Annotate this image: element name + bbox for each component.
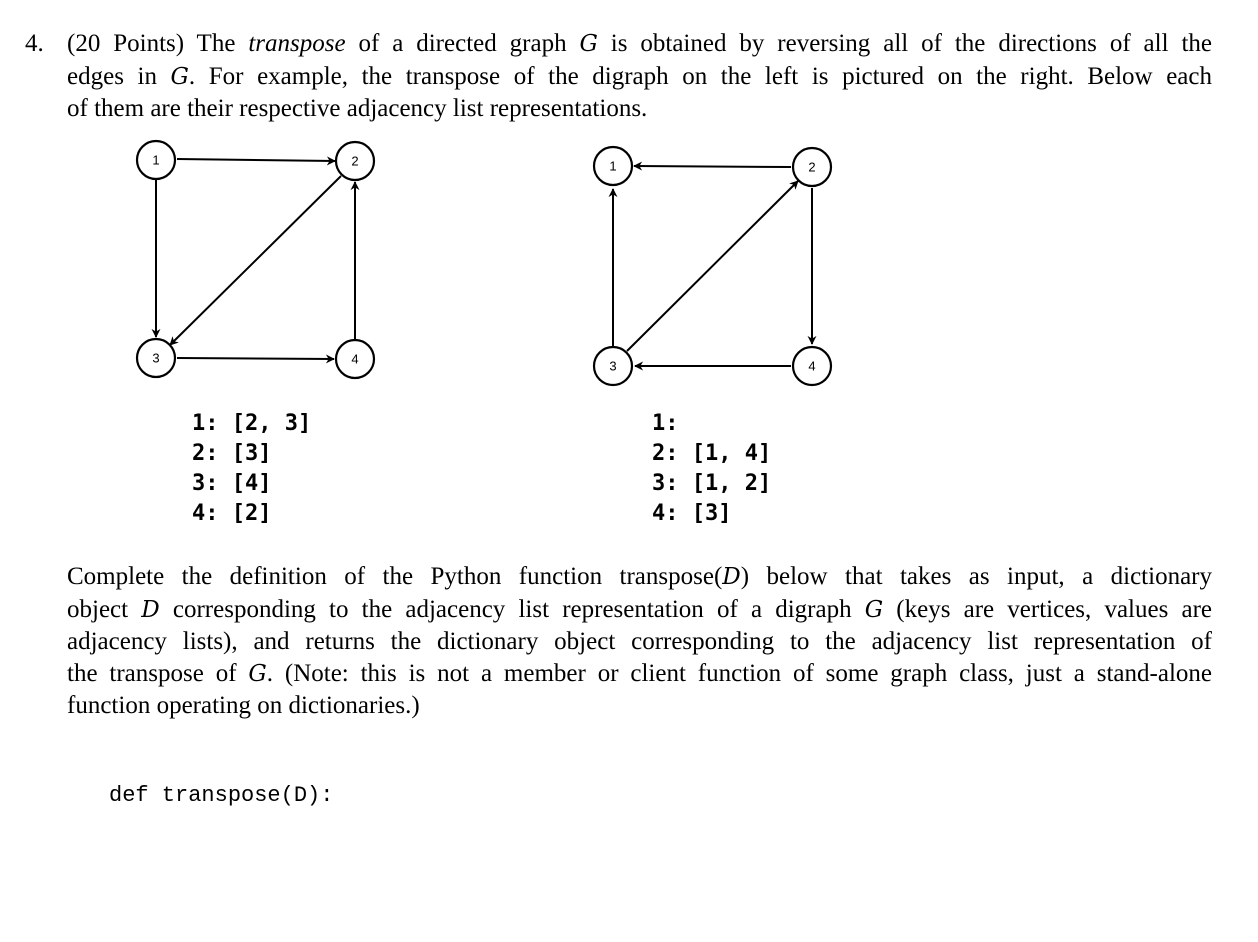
intro-line-3: of them are their respective adjacency list representations. (67, 95, 648, 122)
edge-left-2-3 (170, 176, 341, 345)
adj-right-row: 1: (652, 411, 679, 436)
adj-left-row: 4: [2] (192, 501, 272, 526)
intro-line-1: (20 Points) The transpose of a directed graph G is obtained by reversing all of the directions of all the (67, 30, 1212, 57)
node-left-3 (137, 339, 175, 377)
svg-text:3: 3 (609, 358, 617, 374)
edge-right-2-1 (634, 166, 791, 167)
node-right-3 (594, 347, 632, 385)
graph-left (137, 141, 374, 378)
adj-left-row: 2: [3] (192, 441, 272, 466)
body-line-4: the transpose of G. (Note: this is not a member or client function of some graph class, just a stand-alone (67, 659, 1212, 687)
body-line-1: Complete the definition of the Python function transpose(D) below that takes as input, a dictionary (67, 563, 1212, 590)
svg-text:4: 4 (351, 351, 359, 367)
adj-left-row: 1: [2, 3] (192, 411, 312, 436)
node-right-4 (793, 347, 831, 385)
svg-text:2: 2 (808, 159, 816, 175)
question-body (67, 561, 1212, 722)
svg-text:1: 1 (609, 158, 617, 174)
adjacency-list-right (652, 409, 771, 529)
graph-right (594, 147, 831, 385)
svg-text:3: 3 (152, 350, 160, 366)
node-right-2 (793, 148, 831, 186)
body-line-2: object D corresponding to the adjacency list representation of a digraph G (keys are vertices, values are (67, 595, 1212, 623)
intro-line-2: edges in G. For example, the transpose of the digraph on the left is pictured on the right. Below each (67, 62, 1212, 90)
node-left-2 (336, 142, 374, 180)
body-line-3: adjacency lists), and returns the dictionary object corresponding to the adjacency list representation of (67, 628, 1212, 655)
node-right-1 (594, 147, 632, 185)
svg-text:4: 4 (808, 358, 816, 374)
node-left-4 (336, 340, 374, 378)
edge-right-3-2 (627, 181, 798, 351)
svg-text:2: 2 (351, 153, 359, 169)
svg-text:1: 1 (152, 152, 160, 168)
adj-right-row: 3: [1, 2] (652, 471, 772, 496)
adj-right-row: 4: [3] (652, 501, 732, 526)
edge-left-1-2 (177, 159, 335, 161)
adjacency-list-left (192, 409, 311, 529)
adj-right-row: 2: [1, 4] (652, 441, 772, 466)
adj-left-row: 3: [4] (192, 471, 272, 496)
body-line-5: function operating on dictionaries.) (67, 692, 420, 719)
edge-left-3-4 (177, 358, 334, 359)
question-number: 4. (25, 30, 44, 57)
node-left-1 (137, 141, 175, 179)
code-def-line: def transpose(D): (109, 783, 334, 808)
